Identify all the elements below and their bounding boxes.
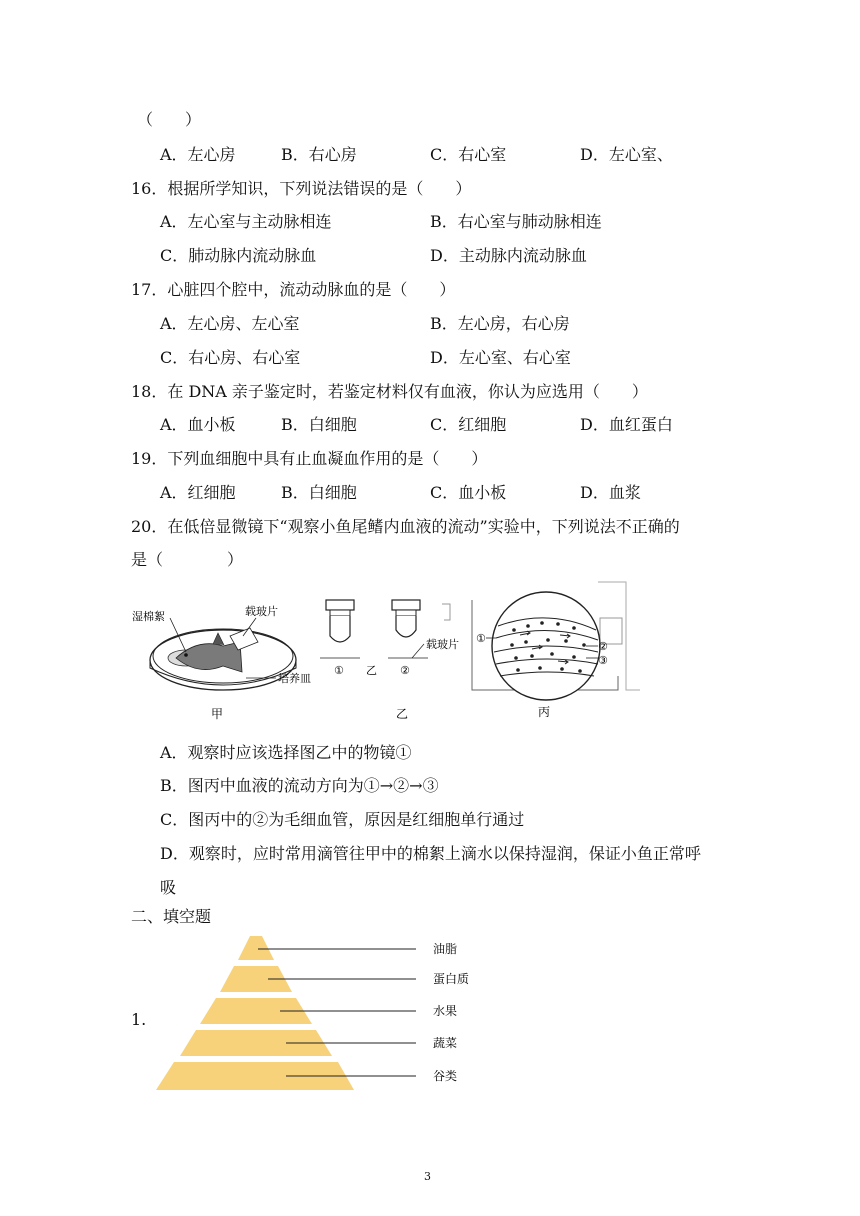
pyramid-label-fruit: 水果 xyxy=(433,1004,458,1018)
page-number: 3 xyxy=(424,1170,431,1183)
figure-yi xyxy=(320,600,459,721)
q20-option-d-cont: 吸 xyxy=(160,878,177,897)
q17-option-c: C．右心房、右心室 xyxy=(160,348,301,367)
q16-option-b: B．右心室与肺动脉相连 xyxy=(430,212,602,231)
label-objective-2: ② xyxy=(400,664,410,677)
q18-option-b: B．白细胞 xyxy=(281,415,357,434)
q20-option-c: C．图丙中的②为毛细血管，原因是红细胞单行通过 xyxy=(160,810,525,829)
q15-option-d: D．左心室、 xyxy=(580,145,673,164)
label-yi-mid: 乙 xyxy=(366,664,377,677)
q15-option-a: A．左心房 xyxy=(160,145,236,164)
label-bing-2: ② xyxy=(598,640,608,653)
fill1-number: 1. xyxy=(131,1010,147,1029)
food-pyramid xyxy=(140,930,480,1096)
section-title: 二、填空题 xyxy=(131,907,212,926)
figure-bing xyxy=(442,582,640,719)
caption-jia: 甲 xyxy=(211,707,224,721)
figure-jia xyxy=(132,604,311,721)
q19-option-c: C．血小板 xyxy=(430,483,507,502)
q20-stem-line1: 20．在低倍显微镜下“观察小鱼尾鳍内血液的流动”实验中，下列说法不正确的 xyxy=(131,517,680,536)
q17-option-a: A．左心房、左心室 xyxy=(160,314,300,333)
pyramid-tier-oil xyxy=(238,936,274,960)
q20-option-b: B．图丙中血液的流动方向为①→②→③ xyxy=(160,776,439,795)
q19-option-b: B．白细胞 xyxy=(281,483,357,502)
q18-stem: 18．在 DNA 亲子鉴定时，若鉴定材料仅有血液，你认为应选用（ ） xyxy=(131,382,648,401)
caption-yi: 乙 xyxy=(396,707,409,721)
q20-option-d: D．观察时，应时常用滴管往甲中的棉絮上滴水以保持湿润，保证小鱼正常呼 xyxy=(160,844,701,863)
label-yi-slide: 载玻片 xyxy=(426,638,459,651)
q17-stem: 17．心脏四个腔中，流动动脉血的是（ ） xyxy=(131,280,456,299)
q15-option-c: C．右心室 xyxy=(430,145,507,164)
q20-option-a: A．观察时应该选择图乙中的物镜① xyxy=(160,743,412,762)
q20-figure xyxy=(128,578,640,728)
label-objective-1: ① xyxy=(334,664,344,677)
q15-option-b: B．右心房 xyxy=(281,145,357,164)
q19-stem: 19．下列血细胞中具有止血凝血作用的是（ ） xyxy=(131,449,488,468)
pyramid-label-vegetable: 蔬菜 xyxy=(433,1036,458,1050)
q17-option-d: D．左心室、右心室 xyxy=(430,348,571,367)
q20-stem-line2: 是（ ） xyxy=(131,550,244,569)
label-bing-1: ① xyxy=(476,632,486,645)
label-jia-slide: 载玻片 xyxy=(245,605,278,618)
q18-option-d: D．血红蛋白 xyxy=(580,415,673,434)
q18-option-c: C．红细胞 xyxy=(430,415,507,434)
q18-option-a: A．血小板 xyxy=(160,415,236,434)
label-bing-3: ③ xyxy=(598,654,608,667)
fish-icon xyxy=(176,642,242,672)
label-cotton: 湿棉絮 xyxy=(132,610,165,623)
q19-option-a: A．红细胞 xyxy=(160,483,236,502)
label-dish: 培养皿 xyxy=(278,672,311,685)
pyramid-label-grain: 谷类 xyxy=(433,1069,458,1083)
pyramid-label-oil: 油脂 xyxy=(433,942,458,956)
q19-option-d: D．血浆 xyxy=(580,483,641,502)
objective-1-icon xyxy=(326,600,354,610)
q16-option-d: D．主动脉内流动脉血 xyxy=(430,246,587,265)
pyramid-tiers xyxy=(156,936,354,1090)
pyramid-label-protein: 蛋白质 xyxy=(433,972,470,986)
q17-option-b: B．左心房，右心房 xyxy=(430,314,570,333)
objective-2-icon xyxy=(392,600,420,610)
caption-bing: 丙 xyxy=(538,705,551,719)
q16-option-a: A．左心室与主动脉相连 xyxy=(160,212,332,231)
q16-stem: 16．根据所学知识，下列说法错误的是（ ） xyxy=(131,179,472,198)
q16-option-c: C．肺动脉内流动脉血 xyxy=(160,246,317,265)
q15-stem-tail: （ ） xyxy=(137,110,202,129)
